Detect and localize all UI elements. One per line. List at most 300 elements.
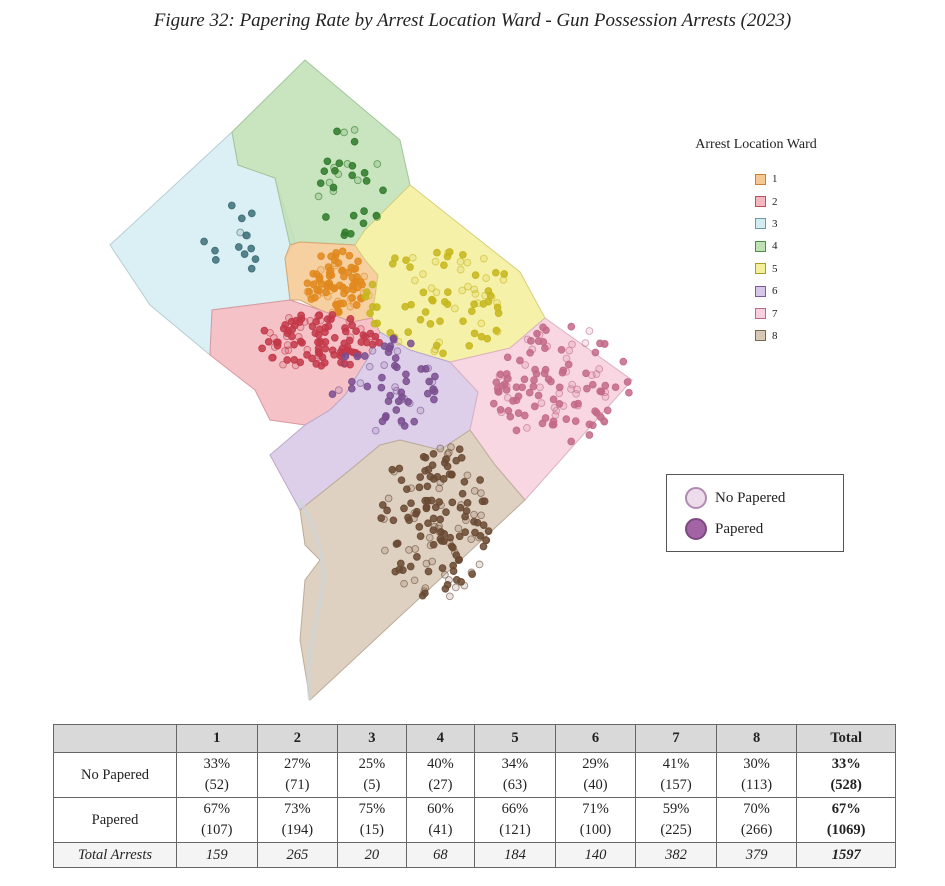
arrest-point-ward-1 <box>343 287 350 294</box>
arrest-point-ward-8 <box>450 568 457 575</box>
arrest-point-ward-7 <box>524 336 531 343</box>
arrest-point-ward-8 <box>442 585 449 592</box>
arrest-point-ward-8 <box>485 528 492 535</box>
arrest-point-ward-7 <box>569 341 576 348</box>
arrest-point-ward-5 <box>440 350 447 357</box>
ward-legend <box>755 168 778 347</box>
arrest-point-ward-6 <box>364 383 371 390</box>
arrest-point-ward-5 <box>494 300 501 307</box>
arrest-point-ward-3 <box>248 210 255 217</box>
arrest-point-ward-7 <box>598 388 605 395</box>
arrest-point-ward-7 <box>548 378 555 385</box>
arrest-point-ward-8 <box>464 500 471 507</box>
arrest-point-ward-5 <box>495 310 502 317</box>
arrest-point-ward-8 <box>477 477 484 484</box>
legend-ward-5 <box>755 258 778 280</box>
arrest-point-ward-7 <box>550 396 557 403</box>
arrest-point-ward-8 <box>458 502 465 509</box>
arrest-point-ward-4 <box>349 162 356 169</box>
arrest-point-ward-8 <box>437 516 444 523</box>
arrest-point-ward-8 <box>444 451 451 458</box>
arrest-point-ward-1 <box>335 309 342 316</box>
arrest-point-ward-5 <box>480 301 487 308</box>
table-cell: 27% (71) <box>257 753 338 798</box>
legend-papered-label: Papered <box>715 520 764 537</box>
arrest-point-ward-2 <box>288 318 295 325</box>
arrest-point-ward-4 <box>374 161 381 168</box>
arrest-point-ward-7 <box>490 400 497 407</box>
arrest-point-ward-7 <box>573 390 580 397</box>
arrest-point-ward-7 <box>568 438 575 445</box>
legend-papered <box>685 518 763 540</box>
arrest-point-ward-8 <box>398 477 405 484</box>
arrest-point-ward-2 <box>327 316 334 323</box>
arrest-point-ward-7 <box>507 413 514 420</box>
arrest-point-ward-6 <box>393 387 400 394</box>
arrest-point-ward-6 <box>432 373 439 380</box>
arrest-point-ward-7 <box>601 418 608 425</box>
arrest-point-ward-5 <box>429 297 436 304</box>
arrest-point-ward-7 <box>504 354 511 361</box>
arrest-point-ward-1 <box>332 257 339 264</box>
arrest-point-ward-7 <box>532 366 539 373</box>
table-cell: 379 <box>716 843 797 868</box>
arrest-point-ward-8 <box>437 536 444 543</box>
arrest-point-ward-6 <box>361 353 368 360</box>
table-cell: 34% (63) <box>475 753 556 798</box>
arrest-point-ward-5 <box>494 328 501 335</box>
arrest-point-ward-3 <box>228 202 235 209</box>
arrest-point-ward-8 <box>459 490 466 497</box>
arrest-point-ward-8 <box>414 554 421 561</box>
arrest-point-ward-8 <box>416 484 423 491</box>
arrest-point-ward-8 <box>464 472 471 479</box>
legend-ward-label: 5 <box>772 262 778 275</box>
arrest-point-ward-6 <box>403 371 410 378</box>
arrest-point-ward-7 <box>563 416 570 423</box>
arrest-point-ward-1 <box>325 293 332 300</box>
header-cell: 7 <box>636 725 717 753</box>
arrest-point-ward-7 <box>531 377 538 384</box>
arrest-point-ward-6 <box>398 418 405 425</box>
arrest-point-ward-7 <box>601 340 608 347</box>
arrest-point-ward-8 <box>406 547 413 554</box>
arrest-point-ward-5 <box>478 320 485 327</box>
arrest-point-ward-6 <box>387 392 394 399</box>
table-row-papered <box>54 798 896 843</box>
arrest-point-ward-1 <box>339 248 346 255</box>
arrest-point-ward-8 <box>417 474 424 481</box>
arrest-point-ward-7 <box>495 389 502 396</box>
arrest-point-ward-2 <box>299 339 306 346</box>
ward-swatch-icon <box>755 286 766 297</box>
arrest-point-ward-7 <box>526 389 533 396</box>
table-cell: 33% (52) <box>177 753 258 798</box>
arrest-point-ward-3 <box>237 229 244 236</box>
arrest-point-ward-2 <box>346 318 353 325</box>
arrest-point-ward-5 <box>405 329 412 336</box>
table-cell: 265 <box>257 843 338 868</box>
arrest-point-ward-6 <box>379 374 386 381</box>
arrest-point-ward-7 <box>531 403 538 410</box>
table-cell-total: 1597 <box>797 843 896 868</box>
arrest-point-ward-7 <box>497 406 504 413</box>
arrest-point-ward-2 <box>331 334 338 341</box>
arrest-point-ward-1 <box>317 267 324 274</box>
legend-ward-label: 2 <box>772 195 778 208</box>
legend-ward-label: 8 <box>772 329 778 342</box>
header-cell: 5 <box>475 725 556 753</box>
arrest-point-ward-7 <box>534 330 541 337</box>
legend-no-papered <box>685 487 785 509</box>
arrest-point-ward-5 <box>409 254 416 261</box>
legend-ward-4 <box>755 235 778 257</box>
arrest-point-ward-7 <box>626 389 633 396</box>
arrest-point-ward-8 <box>401 505 408 512</box>
arrest-point-ward-8 <box>397 560 404 567</box>
arrest-point-ward-4 <box>341 129 348 136</box>
arrest-point-ward-8 <box>462 529 469 536</box>
arrest-point-ward-5 <box>417 316 424 323</box>
arrest-point-ward-5 <box>484 335 491 342</box>
header-cell: 1 <box>177 725 258 753</box>
arrest-point-ward-8 <box>443 509 450 516</box>
arrest-point-ward-2 <box>265 338 272 345</box>
arrest-point-ward-6 <box>387 343 394 350</box>
arrest-point-ward-6 <box>403 378 410 385</box>
arrest-point-ward-5 <box>420 289 427 296</box>
arrest-point-ward-7 <box>504 394 511 401</box>
header-cell: Total <box>797 725 896 753</box>
table-cell-total: 33% (528) <box>797 753 896 798</box>
arrest-point-ward-4 <box>317 180 324 187</box>
arrest-point-ward-7 <box>550 421 557 428</box>
arrest-point-ward-4 <box>336 160 343 167</box>
arrest-point-ward-1 <box>318 253 325 260</box>
header-cell: 2 <box>257 725 338 753</box>
legend-ward-label: 6 <box>772 285 778 298</box>
arrest-point-ward-8 <box>446 593 453 600</box>
arrest-point-ward-8 <box>430 515 437 522</box>
arrest-point-ward-8 <box>422 454 429 461</box>
arrest-point-ward-5 <box>420 271 427 278</box>
arrest-point-ward-6 <box>431 396 438 403</box>
arrest-point-ward-7 <box>515 393 522 400</box>
table-cell: 40% (27) <box>406 753 475 798</box>
arrest-point-ward-7 <box>503 387 510 394</box>
arrest-point-ward-5 <box>446 249 453 256</box>
arrest-point-ward-6 <box>378 384 385 391</box>
legend-ward-2 <box>755 190 778 212</box>
arrest-point-ward-7 <box>593 371 600 378</box>
arrest-point-ward-1 <box>354 284 361 291</box>
arrest-point-ward-1 <box>346 252 353 259</box>
arrest-point-ward-2 <box>292 362 299 369</box>
arrest-point-ward-6 <box>354 353 361 360</box>
arrest-point-ward-5 <box>412 277 419 284</box>
arrest-point-ward-7 <box>586 432 593 439</box>
legend-ward-6 <box>755 280 778 302</box>
arrest-point-ward-2 <box>316 350 323 357</box>
arrest-point-ward-8 <box>458 454 465 461</box>
arrest-point-ward-6 <box>393 364 400 371</box>
arrest-point-ward-8 <box>423 505 430 512</box>
arrest-point-ward-8 <box>440 476 447 483</box>
no-papered-circle-icon <box>685 487 707 509</box>
arrest-point-ward-6 <box>411 418 418 425</box>
table-cell: 382 <box>636 843 717 868</box>
arrest-point-ward-5 <box>369 304 376 311</box>
arrest-point-ward-5 <box>371 320 378 327</box>
arrest-point-ward-1 <box>310 270 317 277</box>
arrest-point-ward-5 <box>363 289 370 296</box>
arrest-point-ward-8 <box>378 515 385 522</box>
arrest-point-ward-8 <box>435 525 442 532</box>
arrest-point-ward-4 <box>324 158 331 165</box>
legend-title: Arrest Location Ward <box>695 137 817 152</box>
arrest-point-ward-5 <box>444 289 451 296</box>
arrest-point-ward-8 <box>452 584 459 591</box>
arrest-point-ward-2 <box>321 359 328 366</box>
arrest-point-ward-3 <box>235 244 242 251</box>
arrest-point-ward-1 <box>355 258 362 265</box>
ward-swatch-icon <box>755 241 766 252</box>
arrest-point-ward-7 <box>535 392 542 399</box>
arrest-point-ward-8 <box>390 517 397 524</box>
arrest-point-ward-4 <box>315 193 322 200</box>
arrest-point-ward-2 <box>282 348 289 355</box>
arrest-point-ward-5 <box>483 275 490 282</box>
table-cell: 60% (41) <box>406 798 475 843</box>
arrest-point-ward-8 <box>448 471 455 478</box>
arrest-point-ward-7 <box>522 362 529 369</box>
arrest-point-ward-5 <box>480 255 487 262</box>
arrest-point-ward-6 <box>348 385 355 392</box>
arrest-point-ward-2 <box>284 357 291 364</box>
arrest-point-ward-6 <box>390 336 397 343</box>
arrest-point-ward-2 <box>298 312 305 319</box>
arrest-point-ward-8 <box>411 577 418 584</box>
arrest-point-ward-6 <box>372 427 379 434</box>
arrest-point-ward-8 <box>442 571 449 578</box>
arrest-point-ward-5 <box>427 321 434 328</box>
arrest-point-ward-3 <box>248 265 255 272</box>
arrest-point-ward-8 <box>425 520 432 527</box>
arrest-point-ward-8 <box>428 497 435 504</box>
arrest-point-ward-8 <box>461 478 468 485</box>
arrest-point-ward-8 <box>449 499 456 506</box>
arrest-point-ward-2 <box>331 351 338 358</box>
arrest-point-ward-5 <box>471 286 478 293</box>
arrest-point-ward-1 <box>341 273 348 280</box>
arrest-point-ward-7 <box>604 407 611 414</box>
arrest-point-ward-1 <box>353 274 360 281</box>
arrest-point-ward-8 <box>401 580 408 587</box>
table-cell: 68 <box>406 843 475 868</box>
arrest-point-ward-8 <box>456 446 463 453</box>
arrest-point-ward-6 <box>383 413 390 420</box>
header-cell: 3 <box>338 725 407 753</box>
arrest-point-ward-7 <box>503 371 510 378</box>
row-label: Total Arrests <box>54 843 177 868</box>
arrest-point-ward-8 <box>425 568 432 575</box>
arrest-point-ward-8 <box>412 546 419 553</box>
arrest-point-ward-6 <box>417 407 424 414</box>
row-label: No Papered <box>54 753 177 798</box>
papered-circle-icon <box>685 518 707 540</box>
header-cell <box>54 725 177 753</box>
table-cell: 66% (121) <box>475 798 556 843</box>
arrest-point-ward-4 <box>361 170 368 177</box>
arrest-point-ward-8 <box>405 514 412 521</box>
legend-ward-7 <box>755 302 778 324</box>
arrest-point-ward-8 <box>422 467 429 474</box>
row-label: Papered <box>54 798 177 843</box>
arrest-point-ward-4 <box>380 187 387 194</box>
arrest-point-ward-2 <box>296 319 303 326</box>
arrest-point-ward-8 <box>382 547 389 554</box>
arrest-point-ward-3 <box>238 215 245 222</box>
table-row-total-arrests <box>54 843 896 868</box>
arrest-point-ward-6 <box>335 387 342 394</box>
arrest-point-ward-4 <box>351 126 358 133</box>
arrest-point-ward-2 <box>267 329 274 336</box>
table-cell: 41% (157) <box>636 753 717 798</box>
table-cell: 30% (113) <box>716 753 797 798</box>
arrest-point-ward-1 <box>336 301 343 308</box>
arrest-point-ward-8 <box>444 463 451 470</box>
arrest-point-ward-5 <box>452 305 459 312</box>
ward-swatch-icon <box>755 308 766 319</box>
arrest-point-ward-8 <box>389 466 396 473</box>
arrest-point-ward-5 <box>433 289 440 296</box>
table-cell: 159 <box>177 843 258 868</box>
arrest-point-ward-4 <box>349 172 356 179</box>
arrest-point-ward-7 <box>521 376 528 383</box>
arrest-point-ward-8 <box>430 450 437 457</box>
arrest-point-ward-6 <box>418 366 425 373</box>
arrest-point-ward-4 <box>374 214 381 221</box>
arrest-point-ward-2 <box>317 338 324 345</box>
arrest-point-ward-6 <box>341 359 348 366</box>
arrest-point-ward-1 <box>327 267 334 274</box>
header-cell: 8 <box>716 725 797 753</box>
arrest-point-ward-5 <box>444 301 451 308</box>
arrest-point-ward-5 <box>466 342 473 349</box>
arrest-point-ward-7 <box>602 382 609 389</box>
arrest-point-ward-7 <box>586 328 593 335</box>
table-cell: 71% (100) <box>555 798 636 843</box>
arrest-point-ward-8 <box>469 571 476 578</box>
arrest-point-ward-6 <box>369 347 376 354</box>
table-row-no-papered <box>54 753 896 798</box>
legend-ward-label: 3 <box>772 217 778 230</box>
arrest-point-ward-8 <box>437 445 444 452</box>
arrest-point-ward-2 <box>283 333 290 340</box>
ward-swatch-icon <box>755 330 766 341</box>
header-cell: 6 <box>555 725 636 753</box>
legend-ward-1 <box>755 168 778 190</box>
legend-no-papered-label: No Papered <box>715 489 786 506</box>
legend-ward-3 <box>755 213 778 235</box>
arrest-point-ward-2 <box>342 328 349 335</box>
arrest-point-ward-7 <box>592 349 599 356</box>
arrest-point-ward-7 <box>524 425 531 432</box>
arrest-point-ward-5 <box>472 272 479 279</box>
arrest-point-ward-5 <box>408 301 415 308</box>
arrest-point-ward-8 <box>448 444 455 451</box>
arrest-point-ward-4 <box>335 171 342 178</box>
arrest-point-ward-7 <box>542 366 549 373</box>
arrest-point-ward-2 <box>353 328 360 335</box>
arrest-point-ward-7 <box>542 345 549 352</box>
arrest-point-ward-6 <box>381 362 388 369</box>
arrest-point-ward-7 <box>568 323 575 330</box>
arrest-point-ward-2 <box>322 345 329 352</box>
table-cell: 184 <box>475 843 556 868</box>
arrest-point-ward-8 <box>407 563 414 570</box>
table-cell: 59% (225) <box>636 798 717 843</box>
arrest-point-ward-8 <box>426 534 433 541</box>
arrest-point-ward-6 <box>406 400 413 407</box>
arrest-point-ward-3 <box>252 256 259 263</box>
table-cell: 140 <box>555 843 636 868</box>
arrest-point-ward-8 <box>384 507 391 514</box>
arrest-point-ward-5 <box>492 269 499 276</box>
arrest-point-ward-7 <box>496 373 503 380</box>
arrest-point-ward-7 <box>513 384 520 391</box>
arrest-point-ward-1 <box>314 292 321 299</box>
arrest-point-ward-2 <box>274 342 281 349</box>
arrest-point-ward-6 <box>394 348 401 355</box>
arrest-point-ward-4 <box>360 220 367 227</box>
arrest-point-ward-8 <box>447 534 454 541</box>
arrest-point-ward-6 <box>431 388 438 395</box>
arrest-point-ward-3 <box>244 232 251 239</box>
arrest-point-ward-8 <box>396 566 403 573</box>
arrest-point-ward-4 <box>330 184 337 191</box>
arrest-point-ward-5 <box>471 330 478 337</box>
arrest-point-ward-6 <box>392 355 399 362</box>
arrest-point-ward-7 <box>538 400 545 407</box>
arrest-point-ward-7 <box>624 379 631 386</box>
arrest-point-ward-3 <box>201 238 208 245</box>
arrest-point-ward-1 <box>333 250 340 257</box>
arrest-point-ward-8 <box>439 565 446 572</box>
table-cell: 67% (107) <box>177 798 258 843</box>
arrest-point-ward-1 <box>308 296 315 303</box>
arrest-point-ward-7 <box>540 338 547 345</box>
arrest-point-ward-2 <box>372 333 379 340</box>
arrest-point-ward-8 <box>393 541 400 548</box>
table-cell: 20 <box>338 843 407 868</box>
arrest-point-ward-7 <box>493 379 500 386</box>
papering-legend <box>666 474 844 552</box>
legend-ward-label: 1 <box>772 173 778 186</box>
arrest-point-ward-5 <box>407 264 414 271</box>
arrest-point-ward-6 <box>425 365 432 372</box>
arrest-point-ward-3 <box>248 245 255 252</box>
arrest-point-ward-7 <box>556 401 563 408</box>
arrest-point-ward-5 <box>431 348 438 355</box>
arrest-point-ward-5 <box>457 258 464 265</box>
arrest-point-ward-8 <box>427 473 434 480</box>
arrest-point-ward-8 <box>455 525 462 532</box>
arrest-point-ward-8 <box>468 536 475 543</box>
arrest-point-ward-4 <box>350 212 357 219</box>
arrest-point-ward-2 <box>315 312 322 319</box>
table-cell-total: 67% (1069) <box>797 798 896 843</box>
